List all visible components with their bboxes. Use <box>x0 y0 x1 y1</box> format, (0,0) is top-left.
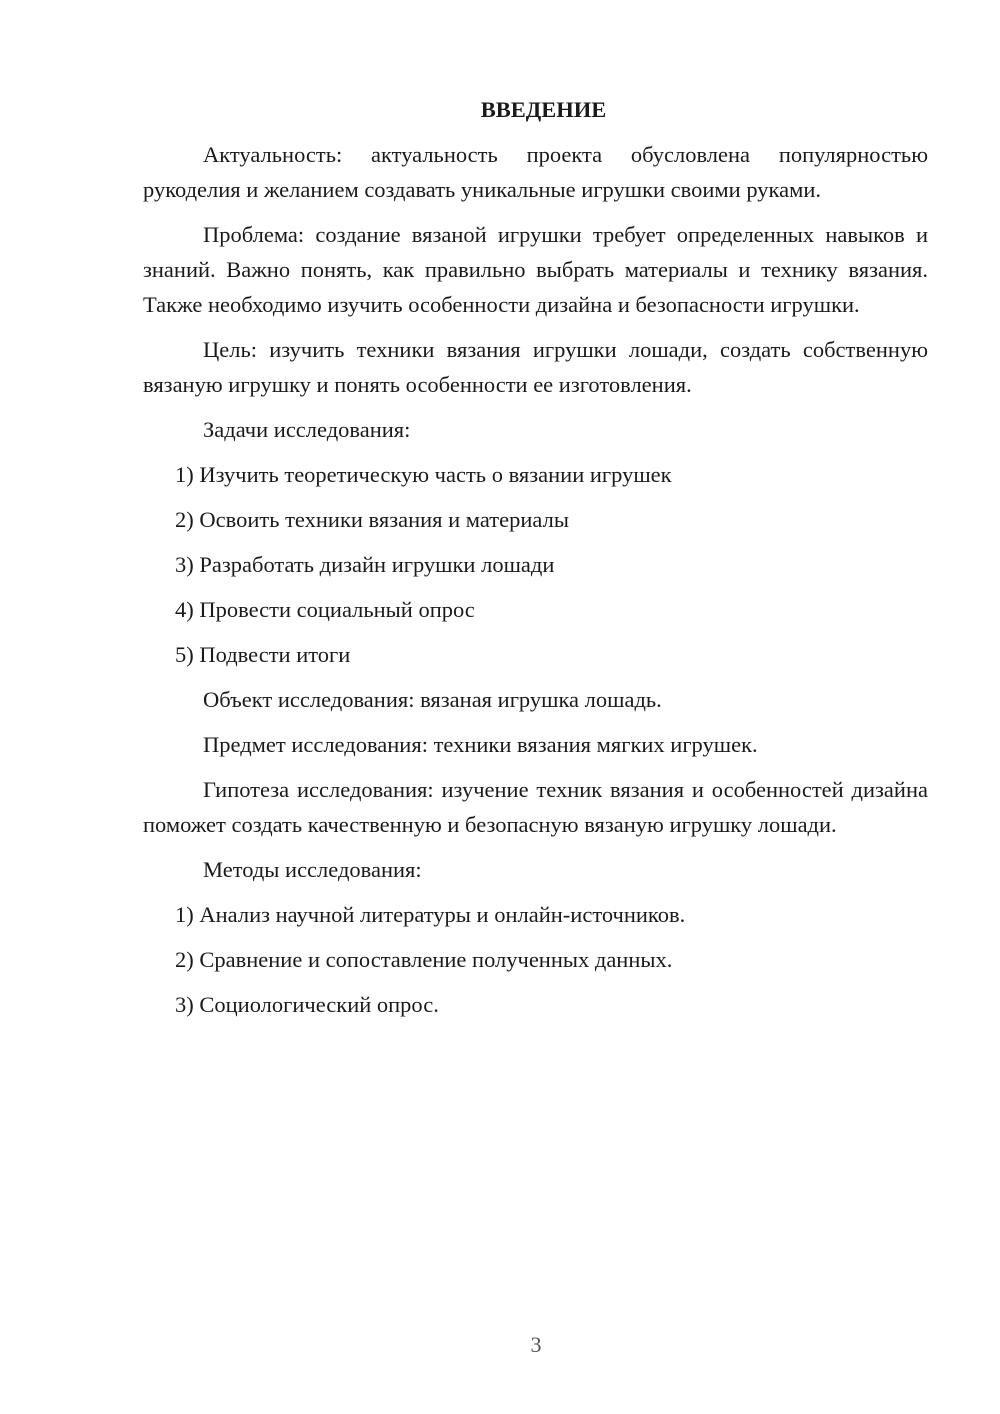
tasks-heading: Задачи исследования: <box>203 417 411 442</box>
subject-paragraph: Предмет исследования: техники вязания мягких игрушек. <box>203 732 758 757</box>
page-number: 3 <box>530 1332 542 1357</box>
list-item: 2) Освоить техники вязания и материалы <box>175 507 569 532</box>
list-item: 3) Социологический опрос. <box>175 992 439 1017</box>
methods-list <box>143 897 928 1022</box>
methods-heading: Методы исследования: <box>203 857 422 882</box>
object-paragraph: Объект исследования: вязаная игрушка лошадь. <box>203 687 662 712</box>
page-content <box>143 92 928 1032</box>
list-item: 3) Разработать дизайн игрушки лошади <box>175 552 555 577</box>
section-title: ВВЕДЕНИЕ <box>480 97 607 122</box>
problem-paragraph: Проблема: создание вязаной игрушки требует определенных навыков и знаний. Важно понять, как правильно выбрать материалы и технику вязания. Также необходимо изучить особенности дизайна и безопасности игрушки. <box>143 222 928 317</box>
relevance-paragraph: Актуальность: актуальность проекта обусловлена популярностью рукоделия и желанием создавать уникальные игрушки своими руками. <box>143 142 928 202</box>
list-item: 2) Сравнение и сопоставление полученных данных. <box>175 947 673 972</box>
goal-paragraph: Цель: изучить техники вязания игрушки лошади, создать собственную вязаную игрушку и понять особенности ее изготовления. <box>143 337 928 397</box>
hypothesis-paragraph: Гипотеза исследования: изучение техник вязания и особенностей дизайна поможет создать качественную и безопасную вязаную игрушку лошади. <box>143 777 928 837</box>
list-item: 1) Изучить теоретическую часть о вязании игрушек <box>175 462 672 487</box>
list-item: 4) Провести социальный опрос <box>175 597 475 622</box>
tasks-list <box>143 457 928 672</box>
list-item: 5) Подвести итоги <box>175 642 351 667</box>
list-item: 1) Анализ научной литературы и онлайн-источников. <box>175 902 686 927</box>
